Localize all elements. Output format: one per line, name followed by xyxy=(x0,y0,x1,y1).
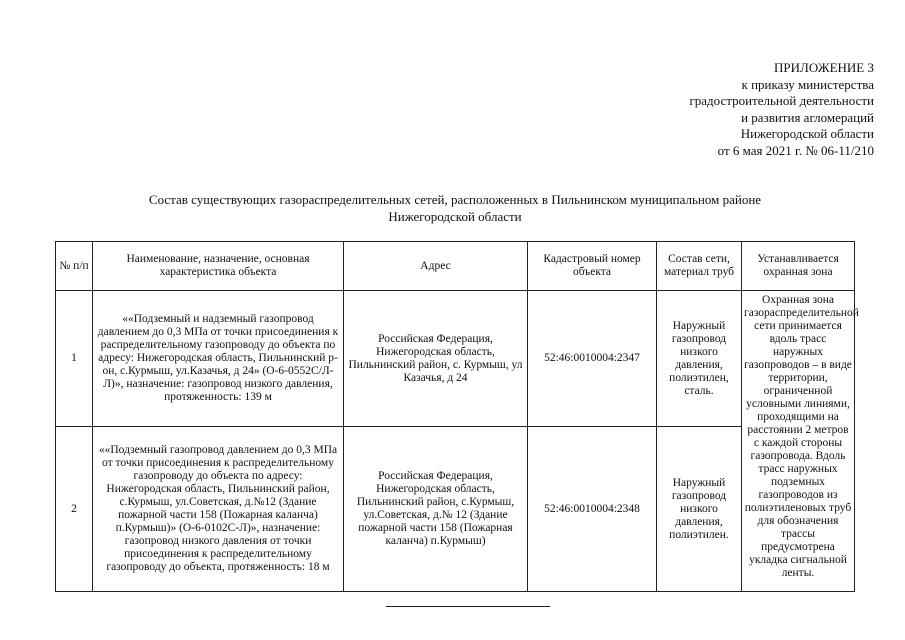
document-title-line1: Состав существующих газораспределительных сетей, расположенных в Пильнинском муниципальном районе xyxy=(148,192,762,207)
cell-cadastral: 52:46:0010004:2347 xyxy=(528,291,657,427)
appendix-line: ПРИЛОЖЕНИЕ 3 xyxy=(774,60,874,75)
appendix-line: от 6 мая 2021 г. № 06-11/210 xyxy=(717,142,874,158)
header-cadastral: Кадастровый номер объекта xyxy=(528,242,657,291)
cell-address: Российская Федерация, Нижегородская область, Пильнинский район, с. Курмыш, ул Казачья, д 24 xyxy=(344,291,528,427)
appendix-header xyxy=(574,60,874,159)
table-header-row xyxy=(56,242,855,291)
cell-protection-zone: Охранная зона газораспределительной сети принимается вдоль трасс наружных газопроводов – в виде территории, ограниченной условными линиями, проходящими на расстоянии 2 метров с каждой стороны газопровода. Вдоль трасс наружных подземных газопроводов из полиэтиленовых труб для обозначения трассы предусмотрена укладка сигнальной ленты. xyxy=(742,291,855,592)
document-title xyxy=(55,192,855,225)
appendix-line: и развития агломераций xyxy=(741,109,874,125)
footer-divider xyxy=(386,606,550,607)
header-composition: Состав сети, материал труб xyxy=(657,242,742,291)
cell-cadastral: 52:46:0010004:2348 xyxy=(528,427,657,592)
table-row xyxy=(56,427,855,592)
header-num: № п/п xyxy=(56,242,93,291)
document-title-line2: Нижегородской области xyxy=(388,208,522,224)
cell-name: ««Подземный газопровод давлением до 0,3 МПа от точки присоединения к распределительному газопроводу до объекта по адресу: Нижегородская область, Пильнинский район, с.Курмыш, ул.Советская, д.№12 (Здание пожарной части 158 (Пожарная каланча) п.Курмыш)» (О-6-0102С-Л)», назначение: газопровод низкого давления от точки присоединения к распределительному газопроводу до объекта, протяженность: 18 м xyxy=(93,427,344,592)
table-row xyxy=(56,291,855,427)
cell-composition: Наружный газопровод низкого давления, полиэтилен, сталь. xyxy=(657,291,742,427)
header-name: Наименование, назначение, основная характеристика объекта xyxy=(93,242,344,291)
cell-address: Российская Федерация, Нижегородская область, Пильнинский район, с.Курмыш, ул.Советская, д.№ 12 (Здание пожарной части 158 (Пожарная каланча) п.Курмыш) xyxy=(344,427,528,592)
cell-num: 1 xyxy=(56,291,93,427)
cell-name: ««Подземный и надземный газопровод давлением до 0,3 МПа от точки присоединения к распределительному газопроводу до объекта по адресу: Нижегородская область, Пильнинский р-он, с.Курмыш, ул.Казачья, д 24» (О-6-0552С/Л-Л)», назначение: газопровод низкого давления, протяженность: 139 м xyxy=(93,291,344,427)
appendix-line: к приказу министерства xyxy=(741,76,874,92)
header-address: Адрес xyxy=(344,242,528,291)
cell-num: 2 xyxy=(56,427,93,592)
gas-network-table xyxy=(55,241,859,592)
header-zone: Устанавливается охранная зона xyxy=(742,242,855,291)
appendix-line: градостроительной деятельности xyxy=(689,93,874,108)
cell-composition: Наружный газопровод низкого давления, полиэтилен. xyxy=(657,427,742,592)
appendix-line: Нижегородской области xyxy=(740,126,874,141)
